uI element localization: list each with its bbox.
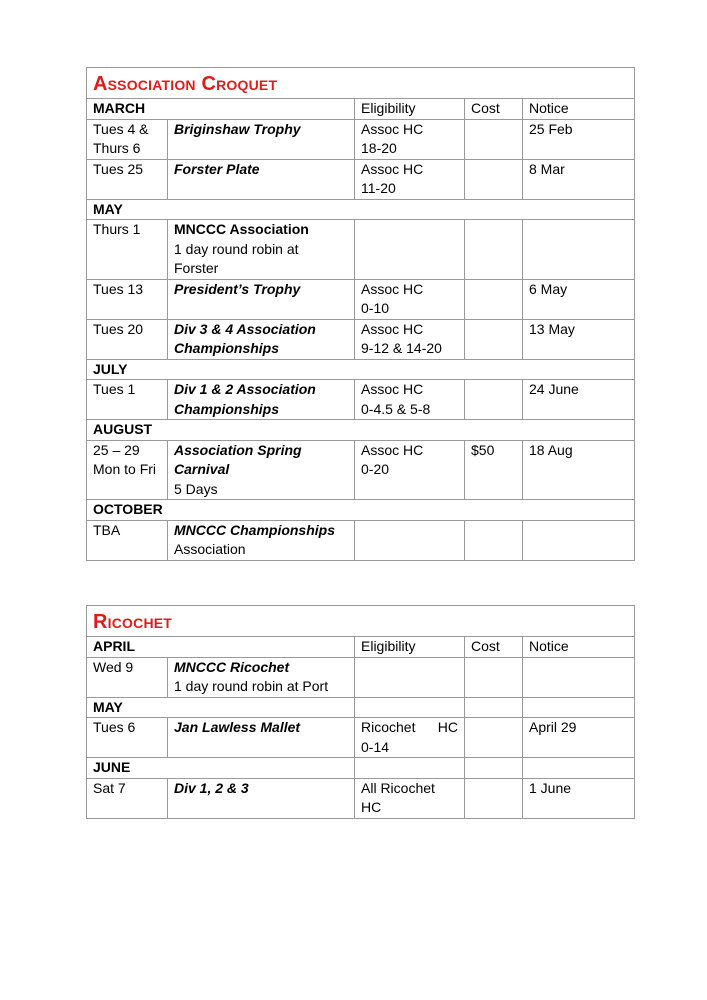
event-cost [465, 220, 523, 280]
col-notice: Notice [523, 637, 635, 658]
event-cost [465, 319, 523, 359]
event-notice: April 29 [523, 718, 635, 758]
event-name: Forster Plate [168, 159, 355, 199]
event-date: TBA [87, 520, 168, 560]
col-notice: Notice [523, 99, 635, 120]
event-eligibility: Assoc HC 0-10 [355, 279, 465, 319]
col-cost: Cost [465, 99, 523, 120]
event-eligibility: All Ricochet HC [355, 778, 465, 818]
event-date: Sat 7 [87, 778, 168, 818]
ricochet-table [86, 605, 635, 819]
event-eligibility: Assoc HC 9-12 & 14-20 [355, 319, 465, 359]
event-name: Div 1, 2 & 3 [168, 778, 355, 818]
table-header-row [87, 99, 635, 120]
event-date: Tues 1 [87, 380, 168, 420]
association-croquet-table [86, 67, 635, 561]
event-name: President’s Trophy [168, 279, 355, 319]
event-name: Jan Lawless Mallet [168, 718, 355, 758]
table-header-row [87, 637, 635, 658]
event-eligibility [355, 220, 465, 280]
col-cost: Cost [465, 637, 523, 658]
event-date: Tues 13 [87, 279, 168, 319]
event-notice: 8 Mar [523, 159, 635, 199]
event-eligibility [355, 657, 465, 697]
month-row [87, 758, 635, 779]
month-july: JULY [87, 359, 635, 380]
event-cost [465, 380, 523, 420]
event-notice: 18 Aug [523, 440, 635, 500]
table-row [87, 718, 635, 758]
event-cost: $50 [465, 440, 523, 500]
event-date: Wed 9 [87, 657, 168, 697]
event-notice: 13 May [523, 319, 635, 359]
table-row [87, 159, 635, 199]
table-row [87, 220, 635, 280]
event-notice: 25 Feb [523, 119, 635, 159]
table-row [87, 778, 635, 818]
month-october: OCTOBER [87, 500, 635, 521]
event-eligibility: Assoc HC 0-4.5 & 5-8 [355, 380, 465, 420]
month-march: MARCH [87, 99, 355, 120]
month-august: AUGUST [87, 420, 635, 441]
event-name: Div 1 & 2 Association Championships [168, 380, 355, 420]
month-april: APRIL [87, 637, 355, 658]
event-notice [523, 657, 635, 697]
event-eligibility: Assoc HC 18-20 [355, 119, 465, 159]
event-cost [465, 718, 523, 758]
table-row [87, 279, 635, 319]
event-notice: 1 June [523, 778, 635, 818]
month-june: JUNE [87, 758, 355, 779]
table-row [87, 380, 635, 420]
table-row [87, 440, 635, 500]
event-cost [465, 657, 523, 697]
month-may: MAY [87, 199, 635, 220]
month-row [87, 697, 635, 718]
table-row [87, 657, 635, 697]
table-row [87, 119, 635, 159]
section-title-association: Association Croquet [93, 73, 278, 95]
event-notice [523, 520, 635, 560]
event-date: Thurs 1 [87, 220, 168, 280]
event-date: Tues 4 & Thurs 6 [87, 119, 168, 159]
event-name: MNCCC Championships Association [168, 520, 355, 560]
event-date: Tues 20 [87, 319, 168, 359]
event-cost [465, 159, 523, 199]
event-notice [523, 220, 635, 280]
col-eligibility: Eligibility [355, 637, 465, 658]
event-cost [465, 119, 523, 159]
month-may-ricochet: MAY [87, 697, 355, 718]
event-cost [465, 778, 523, 818]
event-date: Tues 6 [87, 718, 168, 758]
table-row [87, 319, 635, 359]
event-cost [465, 520, 523, 560]
event-eligibility: Assoc HC 11-20 [355, 159, 465, 199]
section-title-ricochet: Ricochet [93, 611, 173, 633]
event-eligibility: Assoc HC 0-20 [355, 440, 465, 500]
event-eligibility [355, 520, 465, 560]
event-name: Div 3 & 4 Association Championships [168, 319, 355, 359]
event-notice: 24 June [523, 380, 635, 420]
event-name: Association Spring Carnival 5 Days [168, 440, 355, 500]
event-date: 25 – 29 Mon to Fri [87, 440, 168, 500]
col-eligibility: Eligibility [355, 99, 465, 120]
event-date: Tues 25 [87, 159, 168, 199]
event-notice: 6 May [523, 279, 635, 319]
event-eligibility: Ricochet HC 0-14 [355, 718, 465, 758]
event-cost [465, 279, 523, 319]
event-name: Briginshaw Trophy [168, 119, 355, 159]
table-row [87, 520, 635, 560]
event-name: MNCCC Ricochet 1 day round robin at Port [168, 657, 355, 697]
event-name: MNCCC Association 1 day round robin at Forster [168, 220, 355, 280]
